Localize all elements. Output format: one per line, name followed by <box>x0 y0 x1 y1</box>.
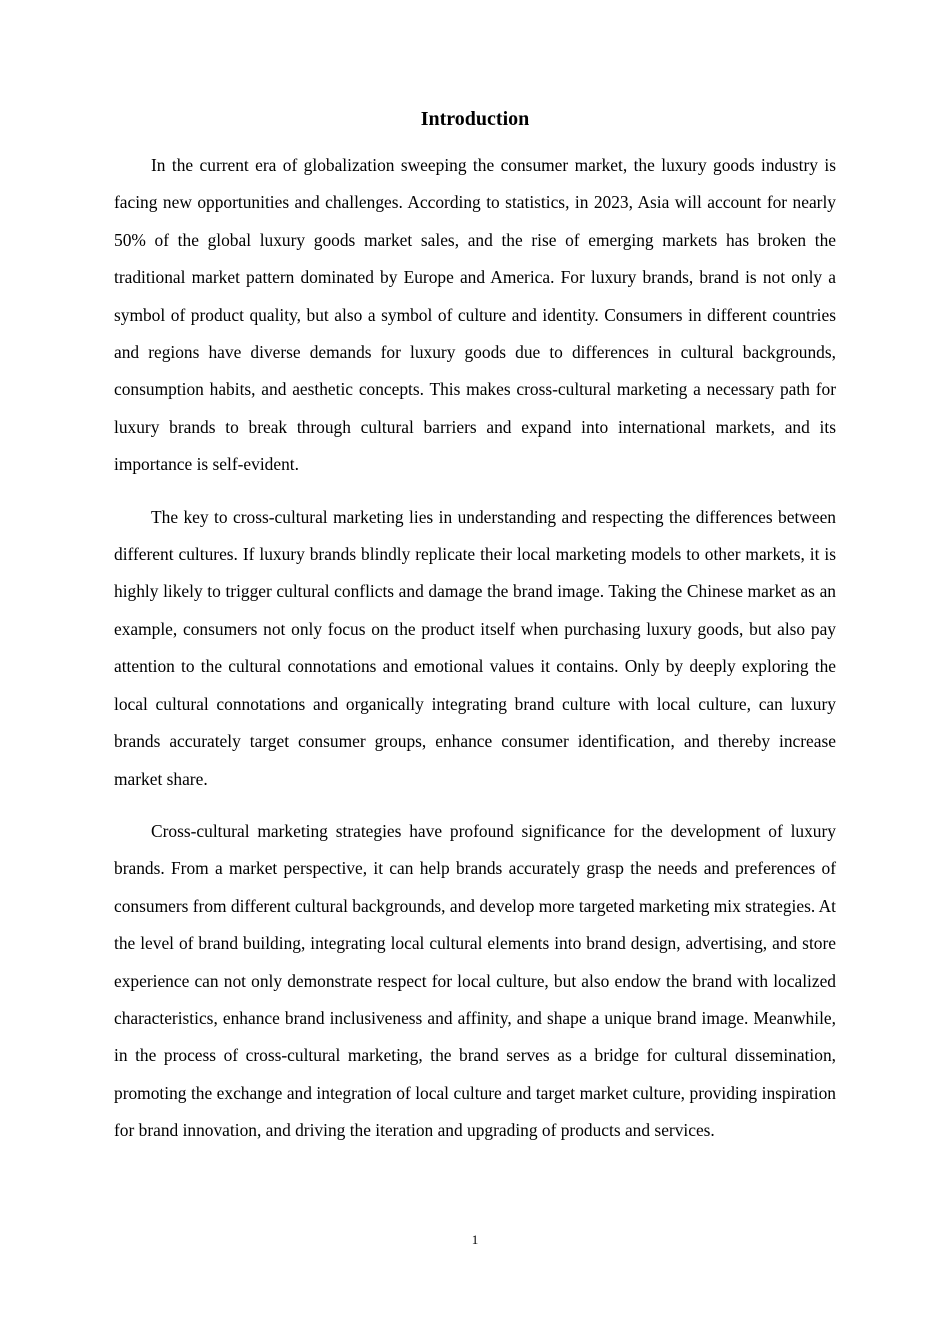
paragraph-3: Cross-cultural marketing strategies have profound significance for the development of luxury brands. From a market perspective, it can help brands accurately grasp the needs and preferences of consumers from different cultural backgrounds, and develop more targeted marketing mix strategies. At the level of brand building, integrating local cultural elements into brand design, advertising, and store experience can not only demonstrate respect for local culture, but also endow the brand with localized characteristics, enhance brand inclusiveness and affinity, and shape a unique brand image. Meanwhile, in the process of cross-cultural marketing, the brand serves as a bridge for cultural dissemination, promoting the exchange and integration of local culture and target market culture, providing inspiration for brand innovation, and driving the iteration and upgrading of products and services. <box>114 820 836 1141</box>
section-heading: Introduction <box>420 108 530 130</box>
section-body <box>114 147 836 1165</box>
paragraph-1: In the current era of globalization sweeping the consumer market, the luxury goods industry is facing new opportunities and challenges. According to statistics, in 2023, Asia will account for nearly 50% of the global luxury goods market sales, and the rise of emerging markets has broken the traditional market pattern dominated by Europe and America. For luxury brands, brand is not only a symbol of product quality, but also a symbol of culture and identity. Consumers in different countries and regions have diverse demands for luxury goods due to differences in cultural backgrounds, consumption habits, and aesthetic concepts. This makes cross-cultural marketing a necessary path for luxury brands to break through cultural barriers and expand into international markets, and its importance is self-evident. <box>114 155 836 475</box>
page-number: 1 <box>471 1232 479 1247</box>
paragraph-2: The key to cross-cultural marketing lies in understanding and respecting the differences between different cultures. If luxury brands blindly replicate their local marketing models to other markets, it is highly likely to trigger cultural conflicts and damage the brand image. Taking the Chinese market as an example, consumers not only focus on the product itself when purchasing luxury goods, but also pay attention to the cultural connotations and emotional values it contains. Only by deeply exploring the local cultural connotations and organically integrating brand culture with local culture, can luxury brands accurately target consumer groups, enhance consumer identification, and thereby increase market share. <box>114 506 836 789</box>
